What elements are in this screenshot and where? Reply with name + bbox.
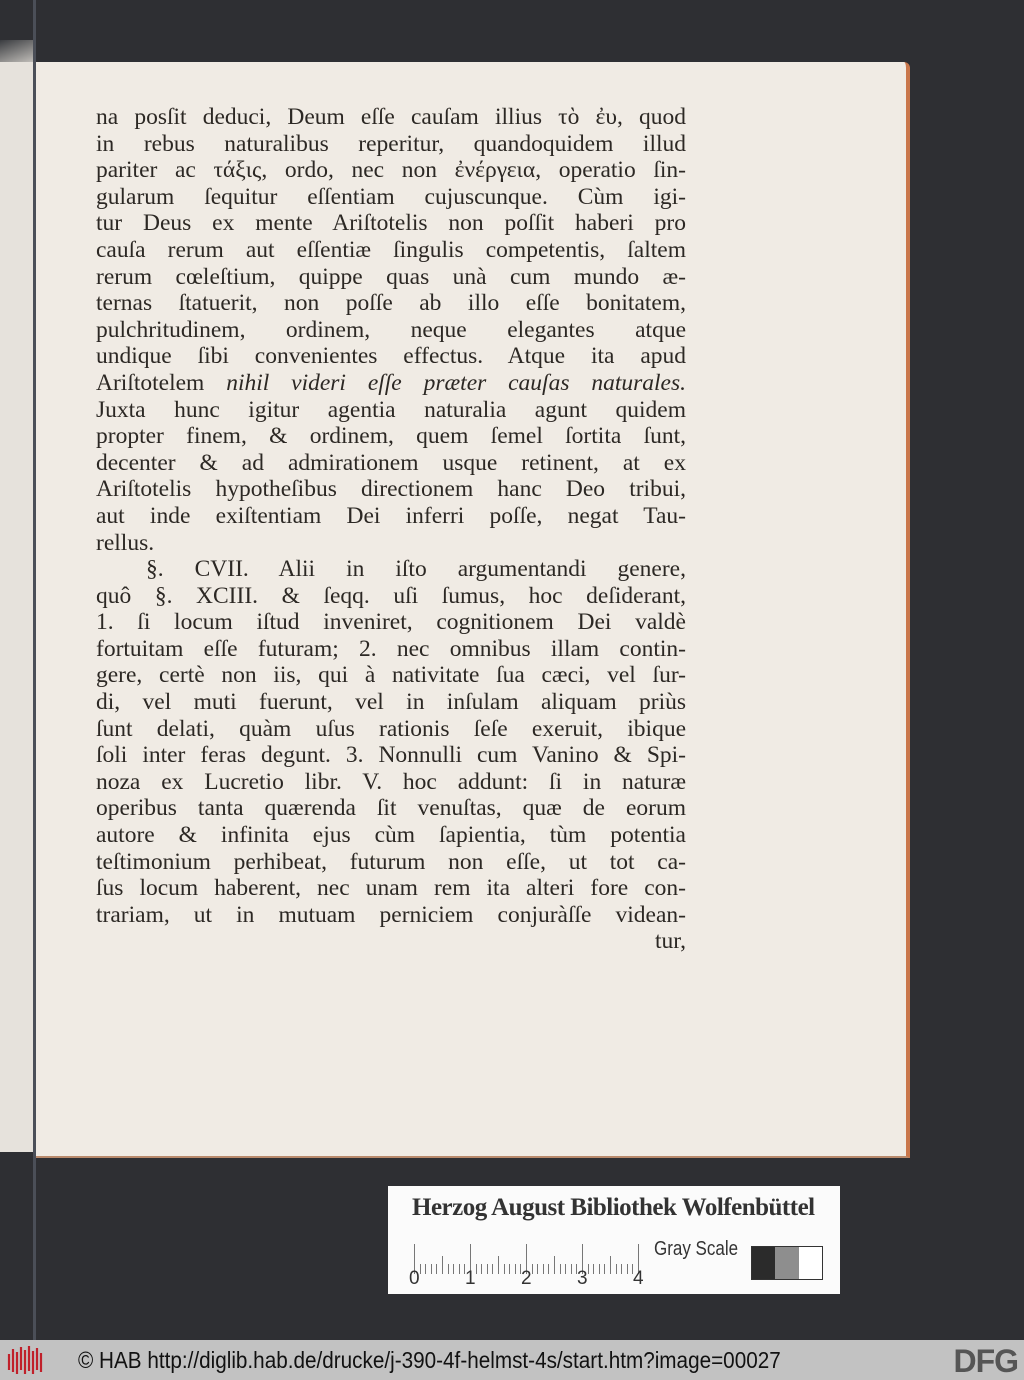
gray-scale-label: Gray Scale [654, 1238, 739, 1260]
ruler-tick [604, 1264, 605, 1274]
text-line: propter finem, & ordinem, quem ſemel ſortita ſunt, [96, 423, 686, 450]
ruler-tick [492, 1264, 493, 1274]
gray-swatch-white [799, 1247, 822, 1279]
text-line: teſtimonium perhibeat, futurum non eſſe, ut tot ca- [96, 848, 686, 875]
text-line: ſunt delati, quàm uſus rationis ſeſe exeruit, ibique [96, 715, 686, 742]
ruler-tick [627, 1264, 628, 1274]
text-line: pariter ac τάξις, ordo, nec non ἐνέργεια, operatio ſin- [96, 157, 686, 184]
ruler-tick [554, 1256, 555, 1274]
ruler-tick [532, 1264, 533, 1274]
ruler-label-0: 0 [409, 1268, 420, 1289]
gray-swatch-mid [775, 1247, 798, 1279]
ruler-tick [442, 1256, 443, 1274]
hab-logo-icon [6, 1344, 46, 1376]
left-page-edge [0, 62, 34, 1152]
ruler-tick [593, 1264, 594, 1274]
ruler-tick [537, 1264, 538, 1274]
ruler-tick [420, 1264, 421, 1274]
ruler-tick [509, 1264, 510, 1274]
section-heading-line: §. CVII. Alii in iſto argumentandi genere, [146, 556, 686, 583]
ruler-tick [487, 1264, 488, 1274]
gray-scale-swatches [751, 1246, 823, 1280]
ruler-tick [571, 1264, 572, 1274]
text-line: autore & infinita ejus cùm ſapientia, tùm potentia [96, 822, 686, 849]
text-line: di, vel muti fuerunt, vel in inſulam aliquam priùs [96, 689, 686, 716]
ruler-tick [459, 1264, 460, 1274]
ruler-tick [543, 1264, 544, 1274]
ruler-tick [481, 1264, 482, 1274]
text-line: fortuitam eſſe futuram; 2. nec omnibus illam contin- [96, 635, 686, 662]
page-text [96, 104, 686, 955]
ruler-tick [515, 1264, 516, 1274]
ruler-label-3: 3 [577, 1268, 588, 1289]
text-line-with-italic [96, 370, 686, 397]
text-line: 1. ſi locum iſtud inveniret, cognitionem Dei valdè [96, 609, 686, 636]
text-line: trariam, ut in mutuam perniciem conjuràſſe videan- [96, 901, 686, 928]
ruler-tick [476, 1264, 477, 1274]
text-line: pulchritudinem, ordinem, neque elegantes atque [96, 316, 686, 343]
ruler-tick [560, 1264, 561, 1274]
text-line: rerum cœleſtium, quippe quas unà cum mundo æ- [96, 263, 686, 290]
ruler-label-1: 1 [465, 1268, 476, 1289]
ruler-tick [453, 1264, 454, 1274]
dfg-logo: DFG [953, 1343, 1018, 1379]
library-name: Herzog August Bibliothek Wolfenbüttel [412, 1194, 815, 1221]
ruler-tick [599, 1264, 600, 1274]
text-line: tur Deus ex mente Ariſtotelis non poſſit haberi pro [96, 210, 686, 237]
text-line: ſus locum haberent, nec unam rem ita alteri fore con- [96, 875, 686, 902]
ruler-tick [436, 1264, 437, 1274]
text-line: na posſit deduci, Deum eſſe cauſam illius τὸ ἐυ, quod [96, 104, 686, 130]
text-line: in rebus naturalibus reperitur, quandoquidem illud [96, 130, 686, 157]
text-line: Ariſtotelis hypotheſibus directionem hanc Deo tribui, [96, 476, 686, 503]
text-line: cauſa rerum aut eſſentiæ ſingulis competentis, ſaltem [96, 236, 686, 263]
ruler-tick [621, 1264, 622, 1274]
text-line: noza ex Lucretio libr. V. hoc addunt: ſi in naturæ [96, 768, 686, 795]
text-line: gere, certè non iis, qui à nativitate ſua cæci, vel ſur- [96, 662, 686, 689]
ruler-tick [610, 1256, 611, 1274]
text-line: aut inde exiſtentiam Dei inferri poſſe, negat Tau- [96, 502, 686, 529]
text-line: ſoli inter feras degunt. 3. Nonnulli cum Vanino & Spi- [96, 742, 686, 769]
footer-bar [0, 1340, 1024, 1380]
text-line: ternas ſtatuerit, non poſſe ab illo eſſe bonitatem, [96, 290, 686, 317]
text-line: undique ſibi convenientes effectus. Atque ita apud [96, 343, 686, 370]
ruler-tick [565, 1264, 566, 1274]
text-line: decenter & ad admirationem usque retinent, at ex [96, 449, 686, 476]
ruler-tick [616, 1264, 617, 1274]
gray-swatch-dark [752, 1247, 775, 1279]
ruler-tick [425, 1264, 426, 1274]
ruler-tick [588, 1264, 589, 1274]
ruler-label-4: 4 [633, 1268, 644, 1289]
copyright-url[interactable]: © HAB http://diglib.hab.de/drucke/j-390-4f-helmst-4s/start.htm?image=00027 [78, 1347, 781, 1373]
text-line: gularum ſequitur eſſentiam cujuscunque. Cùm igi- [96, 183, 686, 210]
ruler-tick [498, 1256, 499, 1274]
text-prefix: Ariſtotelem [96, 369, 227, 396]
ruler-tick [504, 1264, 505, 1274]
color-calibration-card [388, 1186, 840, 1294]
catchword: tur, [654, 928, 686, 955]
ruler-label-2: 2 [521, 1268, 532, 1289]
ruler-tick [448, 1264, 449, 1274]
text-line: operibus tanta quærenda ſit venuſtas, quæ de eorum [96, 795, 686, 822]
text-line: quô §. XCIII. & ſeqq. uſi ſumus, hoc deſiderant, [96, 582, 686, 609]
text-line: Juxta hunc igitur agentia naturalia agunt quidem [96, 396, 686, 423]
ruler-tick [548, 1264, 549, 1274]
italic-phrase: nihil videri eſſe præter cauſas naturales. [226, 369, 686, 396]
ruler-tick [431, 1264, 432, 1274]
text-line: rellus. [96, 529, 155, 556]
